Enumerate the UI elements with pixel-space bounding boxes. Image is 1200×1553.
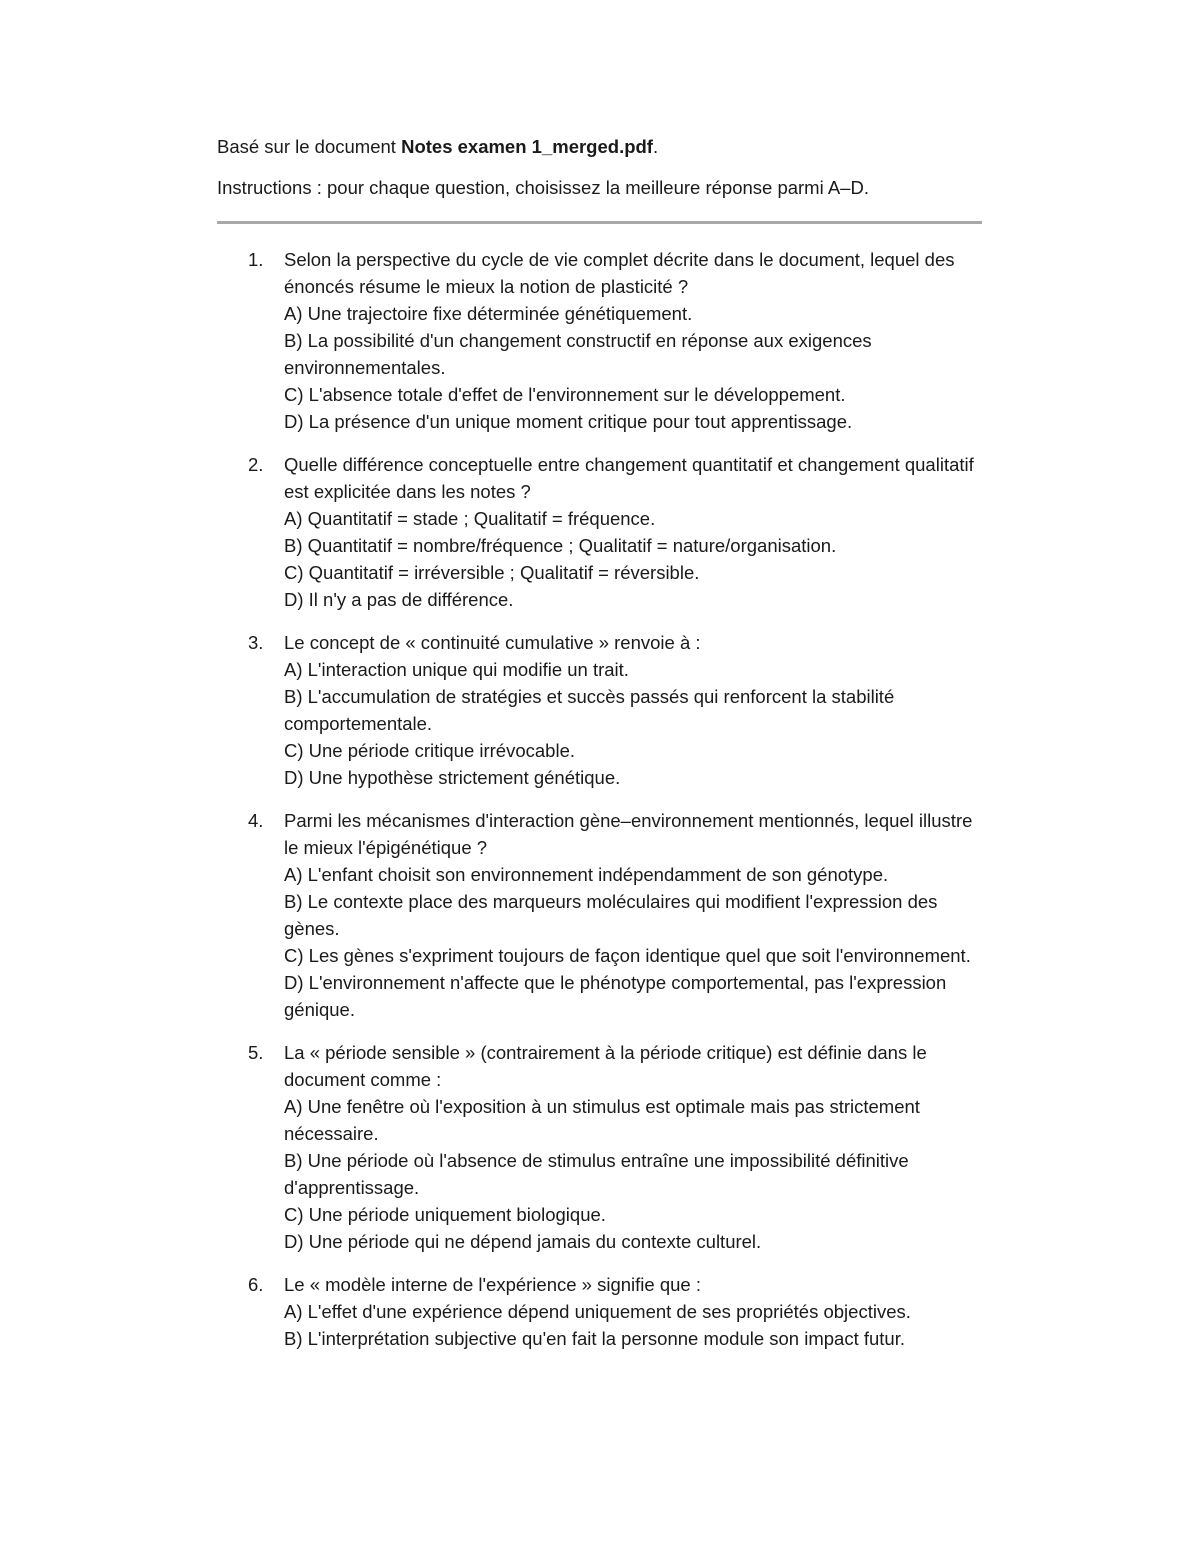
- answer-option: C) Une période critique irrévocable.: [284, 740, 575, 761]
- answer-option: A) L'enfant choisit son environnement indépendamment de son génotype.: [284, 864, 889, 885]
- question-number: 1.: [248, 249, 264, 270]
- question-item: [217, 246, 982, 435]
- answer-option: C) Quantitatif = irréversible ; Qualitatif = réversible.: [284, 562, 700, 583]
- question-text: Parmi les mécanismes d'interaction gène–environnement mentionnés, lequel illustre le mieux l'épigénétique ?: [284, 810, 973, 858]
- answer-option: B) La possibilité d'un changement constructif en réponse aux exigences environnementales.: [284, 330, 872, 378]
- answer-option: B) Quantitatif = nombre/fréquence ; Qualitatif = nature/organisation.: [284, 535, 837, 556]
- source-suffix: .: [652, 136, 659, 157]
- question-text: Le concept de « continuité cumulative » renvoie à :: [284, 632, 701, 653]
- question-item: [217, 807, 982, 1023]
- question-number: 6.: [248, 1274, 264, 1295]
- answer-option: C) Une période uniquement biologique.: [284, 1204, 606, 1225]
- question-item: [217, 451, 982, 613]
- question-list: [217, 246, 982, 1352]
- question-text: La « période sensible » (contrairement à la période critique) est définie dans le document comme :: [284, 1042, 927, 1090]
- question-number: 5.: [248, 1042, 264, 1063]
- question-number: 2.: [248, 454, 264, 475]
- answer-option: A) Une fenêtre où l'exposition à un stimulus est optimale mais pas strictement nécessaire.: [284, 1096, 920, 1144]
- question-item: [217, 1271, 982, 1352]
- answer-option: C) L'absence totale d'effet de l'environnement sur le développement.: [284, 384, 846, 405]
- answer-option: D) La présence d'un unique moment critique pour tout apprentissage.: [284, 411, 853, 432]
- answer-option: B) L'accumulation de stratégies et succès passés qui renforcent la stabilité comportementale.: [284, 686, 895, 734]
- answer-option: D) L'environnement n'affecte que le phénotype comportemental, pas l'expression génique.: [284, 972, 947, 1020]
- answer-option: A) L'interaction unique qui modifie un trait.: [284, 659, 629, 680]
- question-item: [217, 1039, 982, 1255]
- question-number: 4.: [248, 810, 264, 831]
- answer-option: D) Il n'y a pas de différence.: [284, 589, 514, 610]
- source-filename: Notes examen 1_merged.pdf: [401, 136, 653, 157]
- question-text: Selon la perspective du cycle de vie complet décrite dans le document, lequel des énoncés résume le mieux la notion de plasticité ?: [284, 249, 955, 297]
- answer-option: C) Les gènes s'expriment toujours de façon identique quel que soit l'environnement.: [284, 945, 971, 966]
- question-text: Quelle différence conceptuelle entre changement quantitatif et changement qualitatif est explicitée dans les notes ?: [284, 454, 974, 502]
- document-page: [217, 133, 982, 1368]
- question-text: Le « modèle interne de l'expérience » signifie que :: [284, 1274, 701, 1295]
- question-number: 3.: [248, 632, 264, 653]
- horizontal-divider: [217, 221, 982, 224]
- question-item: [217, 629, 982, 791]
- source-prefix: Basé sur le document: [217, 136, 402, 157]
- source-line: [217, 133, 982, 160]
- answer-option: B) L'interprétation subjective qu'en fait la personne module son impact futur.: [284, 1328, 906, 1349]
- answer-option: D) Une période qui ne dépend jamais du contexte culturel.: [284, 1231, 762, 1252]
- answer-option: B) Une période où l'absence de stimulus entraîne une impossibilité définitive d'apprentissage.: [284, 1150, 909, 1198]
- answer-option: A) L'effet d'une expérience dépend uniquement de ses propriétés objectives.: [284, 1301, 911, 1322]
- answer-option: D) Une hypothèse strictement génétique.: [284, 767, 621, 788]
- answer-option: A) Quantitatif = stade ; Qualitatif = fréquence.: [284, 508, 656, 529]
- instructions-text: Instructions : pour chaque question, choisissez la meilleure réponse parmi A–D.: [217, 177, 869, 198]
- answer-option: A) Une trajectoire fixe déterminée génétiquement.: [284, 303, 693, 324]
- answer-option: B) Le contexte place des marqueurs moléculaires qui modifient l'expression des gènes.: [284, 891, 938, 939]
